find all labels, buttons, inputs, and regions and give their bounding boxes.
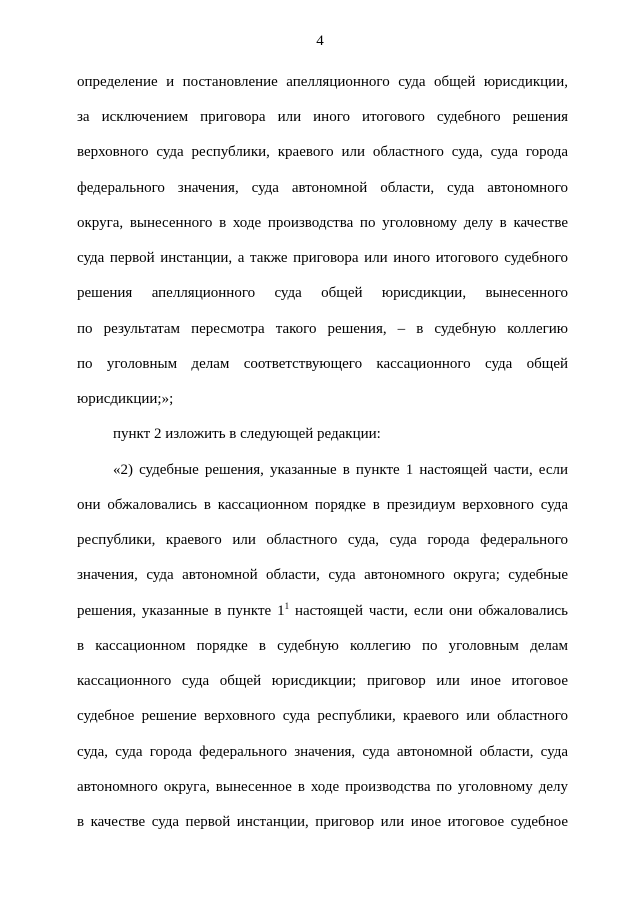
text-line: автономного округа, вынесенное в ходе производства по уголовному делу — [77, 779, 568, 795]
text-line: юрисдикции;»; — [77, 391, 174, 407]
text-line: суда, суда города федерального значения, суда автономной области, суда — [77, 744, 568, 760]
text-line: кассационного суда общей юрисдикции; приговор или иное итоговое — [77, 673, 568, 689]
text-line: верховного суда республики, краевого или областного суда, суда города — [77, 144, 568, 160]
text-line — [77, 601, 568, 621]
text-line: решения апелляционного суда общей юрисдикции, вынесенного — [77, 285, 568, 301]
text-line: за исключением приговора или иного итогового судебного решения — [77, 109, 568, 125]
text-line: суда первой инстанции, а также приговора или иного итогового судебного — [77, 250, 568, 266]
text-line: в качестве суда первой инстанции, приговор или иное итоговое судебное — [77, 814, 568, 830]
text-line: «2) судебные решения, указанные в пункте 1 настоящей части, если — [113, 462, 568, 478]
text-segment: решения, указанные в пункте 1 — [77, 603, 285, 619]
page-number: 4 — [316, 33, 324, 49]
text-line: в кассационном порядке в судебную коллегию по уголовным делам — [77, 638, 568, 654]
text-line: округа, вынесенного в ходе производства по уголовному делу в качестве — [77, 215, 568, 231]
superscript: 1 — [284, 601, 290, 611]
text-line: федерального значения, суда автономной области, суда автономного — [77, 180, 568, 196]
text-line: судебное решение верховного суда республики, краевого или областного — [77, 708, 568, 724]
text-line: по результатам пересмотра такого решения, – в судебную коллегию — [77, 321, 568, 337]
text-line: республики, краевого или областного суда, суда города федерального — [77, 532, 568, 548]
text-line: они обжаловались в кассационном порядке в президиум верховного суда — [77, 497, 568, 513]
text-line: определение и постановление апелляционного суда общей юрисдикции, — [77, 74, 568, 90]
text-line: по уголовным делам соответствующего кассационного суда общей — [77, 356, 568, 372]
text-line: пункт 2 изложить в следующей редакции: — [113, 426, 381, 442]
text-segment: настоящей части, если они обжаловались — [289, 603, 568, 619]
text-line: значения, суда автономной области, суда автономного округа; судебные — [77, 567, 568, 583]
